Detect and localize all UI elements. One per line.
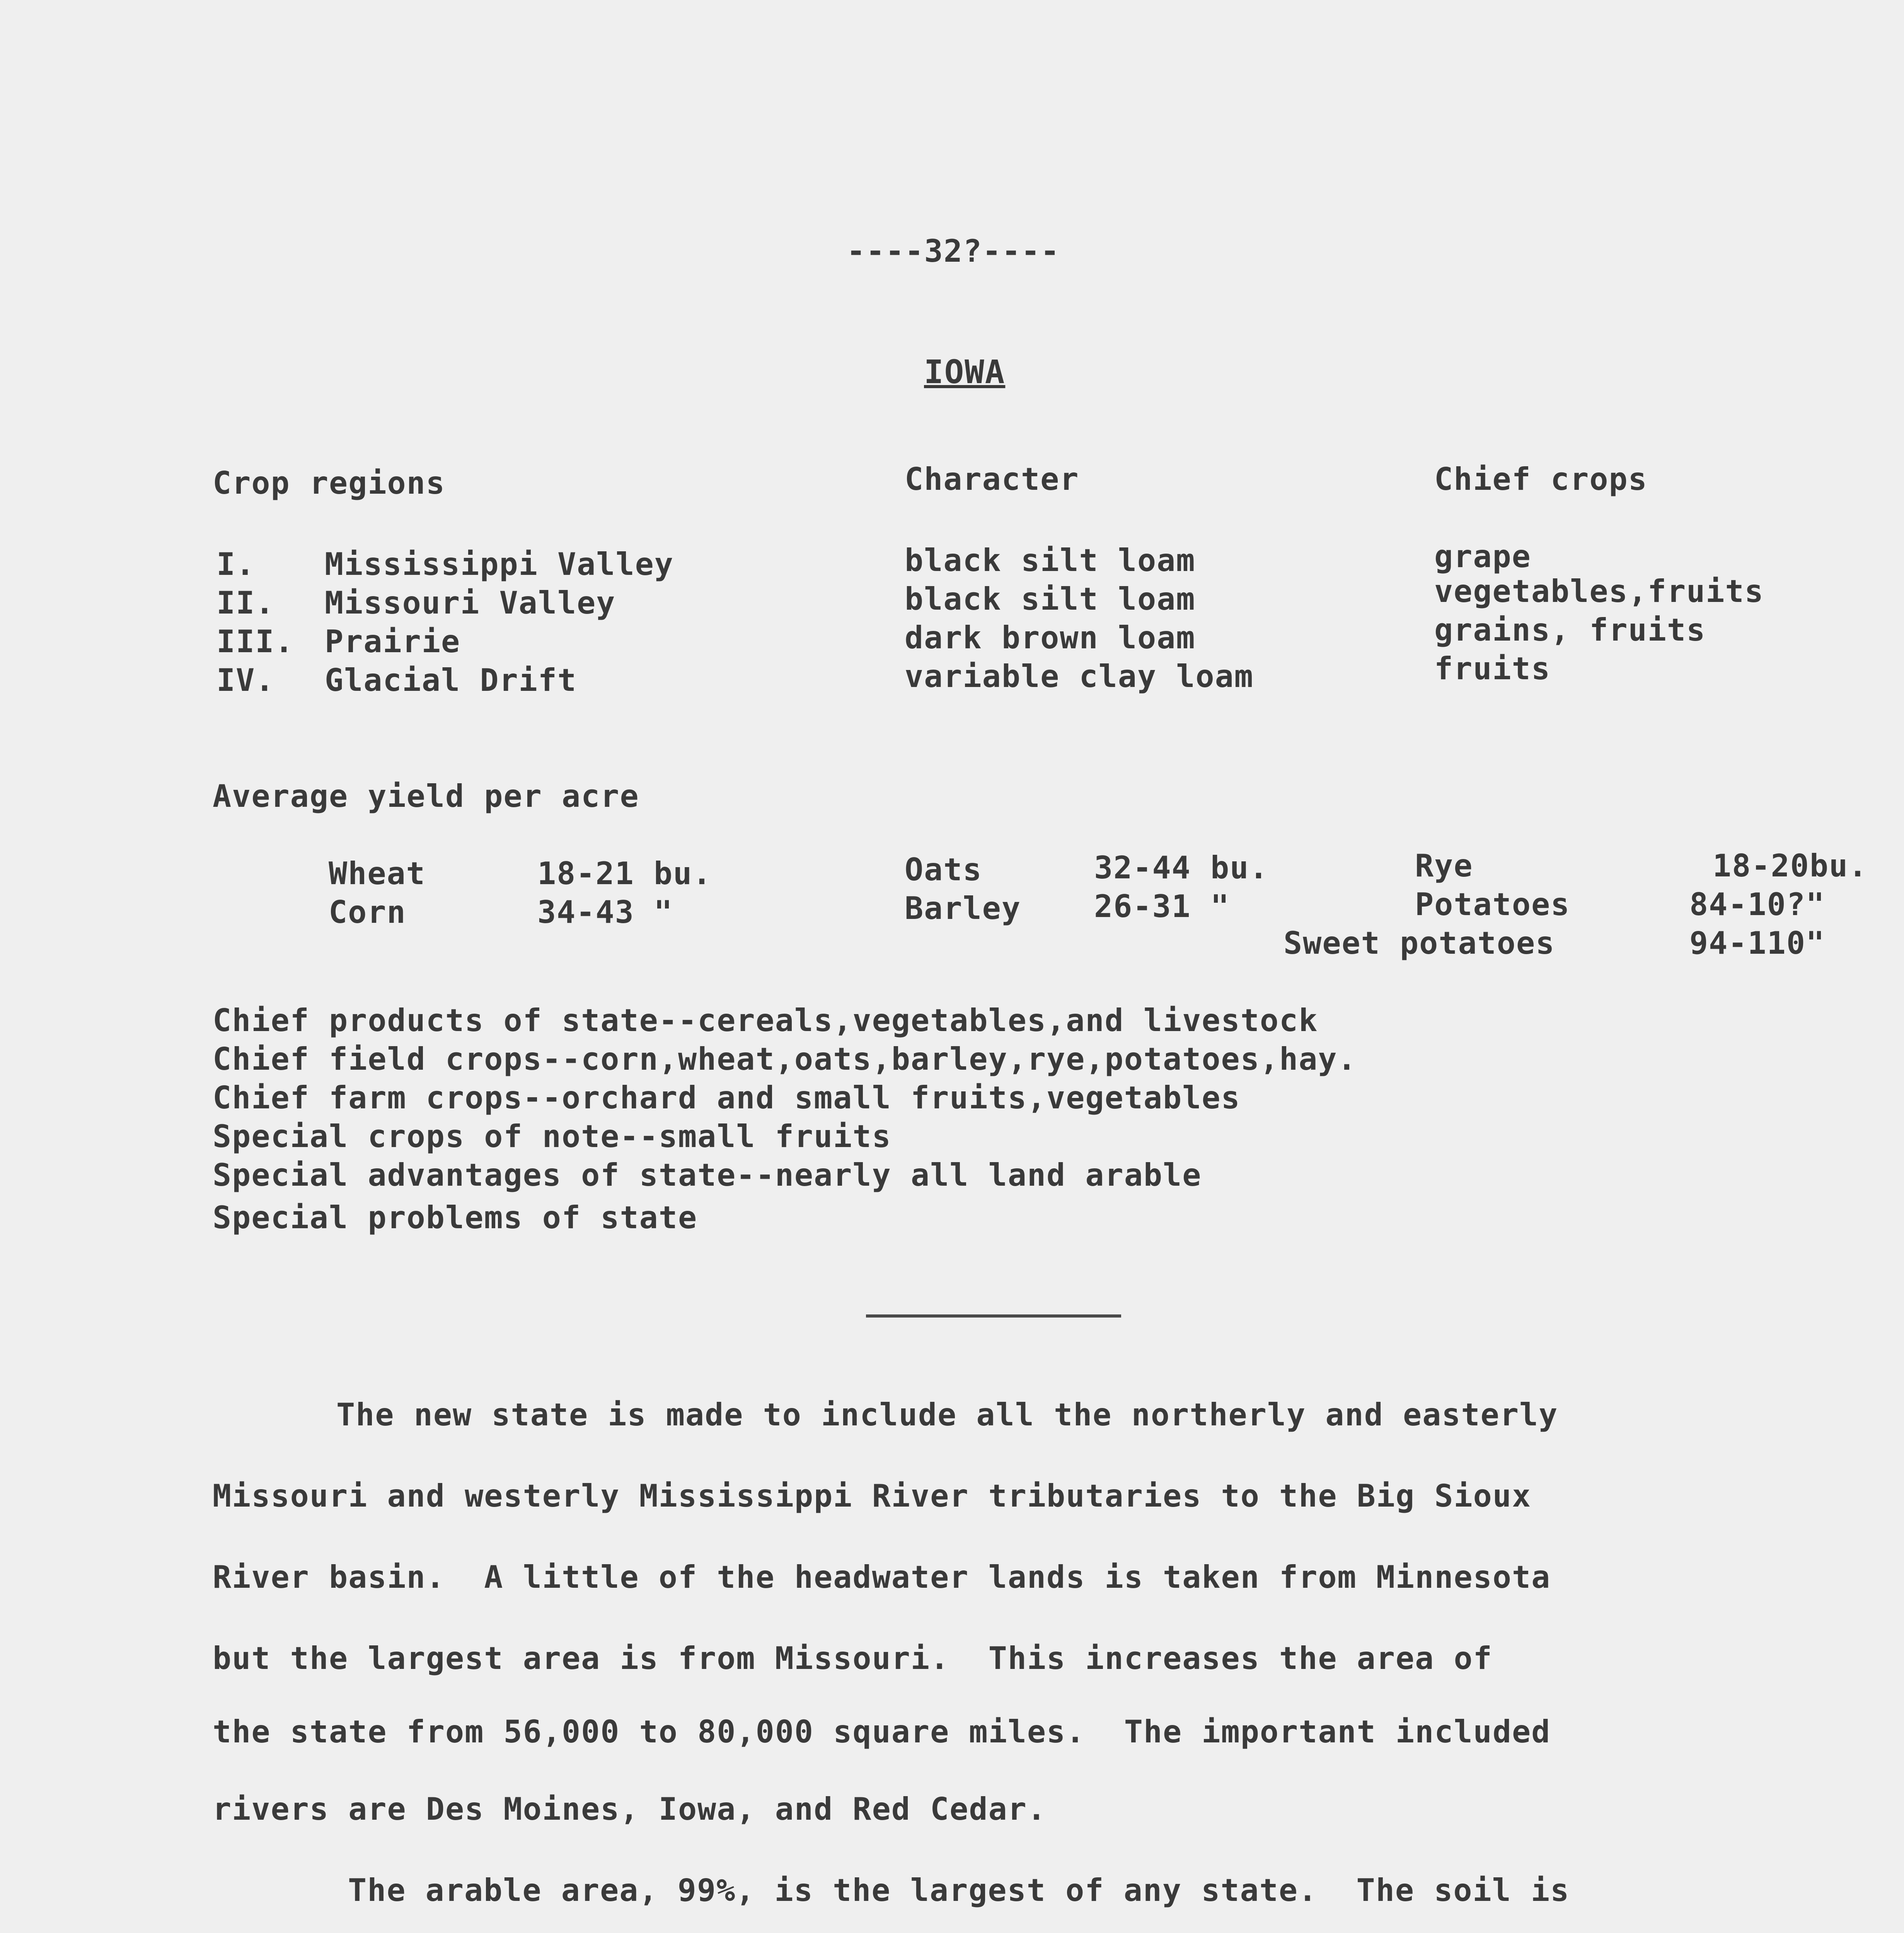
fact-line: Chief farm crops--orchard and small fruits,vegetables [213, 1080, 1241, 1116]
yield-crop: Wheat [329, 856, 426, 891]
region-name: Glacial Drift [325, 662, 577, 698]
yield-crop: Barley [905, 890, 1021, 926]
region-crops: grains, fruits [1434, 612, 1706, 648]
col-header-character: Character [905, 461, 1079, 497]
yield-value: 18-20bu. [1713, 848, 1868, 884]
body-line: but the largest area is from Missouri. This increases the area of [213, 1640, 1493, 1676]
yield-value: 84-10?" [1689, 886, 1826, 922]
body-line: The arable area, 99%, is the largest of any state. The soil is [348, 1872, 1570, 1908]
region-name: Missouri Valley [325, 585, 616, 621]
yield-crop: Potatoes [1415, 886, 1570, 922]
region-crops: vegetables,fruits [1434, 573, 1764, 609]
yield-crop: Oats [905, 852, 982, 888]
page-title: IOWA [924, 353, 1006, 391]
body-line: River basin. A little of the headwater lands is taken from Minnesota [213, 1559, 1551, 1595]
region-character: black silt loam [905, 581, 1196, 617]
region-number: III. [216, 624, 294, 660]
body-line: Missouri and westerly Mississippi River tributaries to the Big Sioux [213, 1478, 1532, 1514]
body-line: The new state is made to include all the northerly and easterly [336, 1397, 1558, 1433]
body-line: the state from 56,000 to 80,000 square miles. The important included [213, 1714, 1551, 1750]
region-name: Mississippi Valley [325, 546, 674, 582]
region-number: I. [216, 546, 256, 582]
region-crops: fruits [1434, 651, 1551, 687]
page-number: ----32?---- [847, 233, 1060, 269]
yield-value: 94-110" [1689, 925, 1826, 961]
section-divider [866, 1314, 1121, 1318]
yield-crop: Corn [329, 894, 406, 930]
yield-crop: Rye [1415, 848, 1473, 884]
yield-value: 32-44 bu. [1094, 850, 1269, 886]
col-header-chief-crops: Chief crops [1434, 461, 1648, 497]
region-number: IV. [216, 662, 275, 698]
yield-crop: Sweet potatoes [1284, 925, 1555, 961]
col-header-crop-regions: Crop regions [213, 465, 445, 501]
fact-line: Chief products of state--cereals,vegetables,and livestock [213, 1002, 1318, 1038]
fact-line: Special problems of state [213, 1200, 698, 1236]
region-crops: grape [1434, 539, 1531, 574]
region-character: dark brown loam [905, 620, 1196, 656]
region-character: variable clay loam [905, 658, 1254, 694]
yield-value: 34-43 " [537, 894, 673, 930]
body-line: rivers are Des Moines, Iowa, and Red Cedar. [213, 1791, 1047, 1827]
region-character: black silt loam [905, 542, 1196, 578]
region-name: Prairie [325, 624, 461, 660]
region-number: II. [216, 585, 275, 621]
yield-heading: Average yield per acre [213, 778, 639, 814]
fact-line: Chief field crops--corn,wheat,oats,barley,rye,potatoes,hay. [213, 1041, 1357, 1077]
fact-line: Special advantages of state--nearly all land arable [213, 1157, 1202, 1193]
yield-value: 26-31 " [1094, 888, 1230, 924]
fact-line: Special crops of note--small fruits [213, 1118, 891, 1154]
yield-value: 18-21 bu. [537, 856, 712, 891]
